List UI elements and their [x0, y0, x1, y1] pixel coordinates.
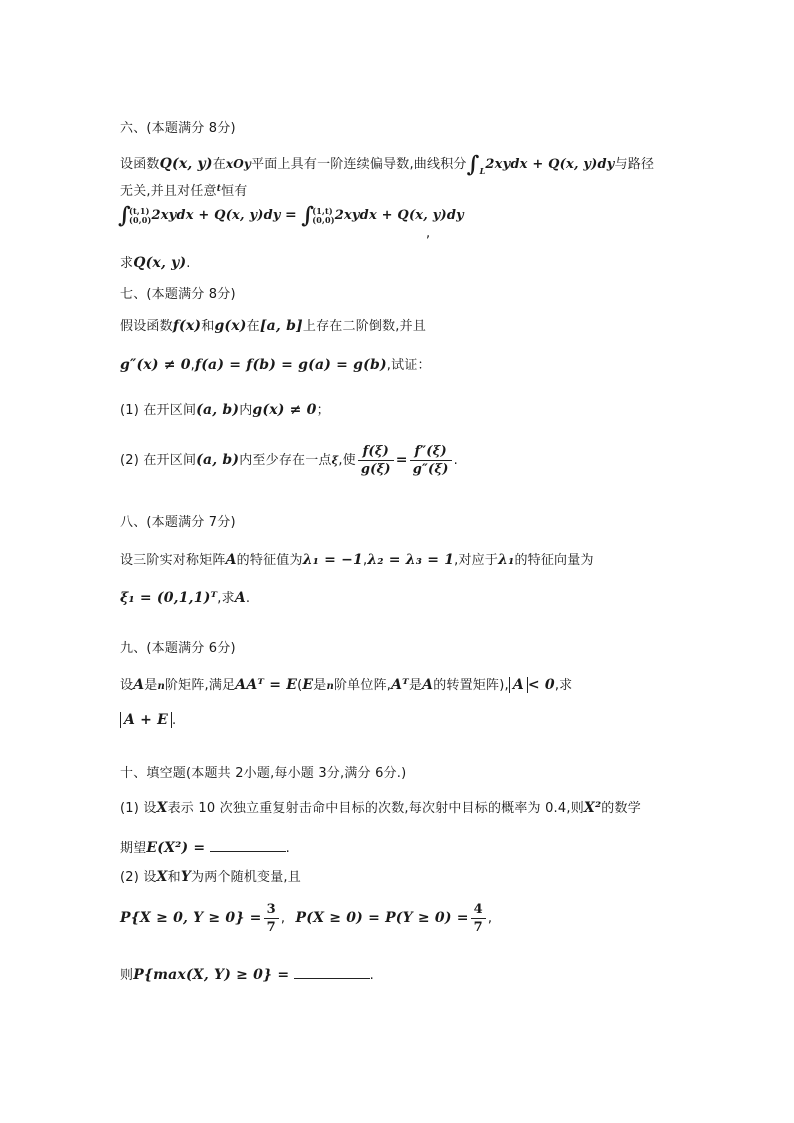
q8-text: ,求	[217, 591, 235, 606]
q9-text: 设	[120, 678, 134, 693]
q10-formula-expectation: E(X²) =	[146, 840, 206, 856]
q8-lambda1: λ₁	[498, 552, 515, 568]
q10-heading: 十、填空题(本题共 2小题,每小题 3分,满分 6分.)	[120, 766, 407, 781]
q6-text: 平面上具有一阶连续偏导数,曲线积分	[251, 157, 467, 172]
q7-denominator: g″(ξ)	[412, 462, 449, 477]
q7-text: ,	[190, 358, 196, 373]
q7-formula-interval: (a, b)	[196, 402, 240, 418]
q9-line1	[120, 677, 572, 695]
q9-text: 是	[408, 678, 423, 693]
q9-heading: 九、(本题满分 6分)	[120, 641, 236, 656]
q7-numerator: f″(ξ)	[410, 443, 452, 461]
q6-integral-sign: ∫	[301, 202, 315, 229]
q7-formula-interval: [a, b]	[259, 318, 303, 334]
q9-text: ,求	[554, 678, 573, 693]
q6-text: 与路径	[614, 157, 655, 172]
q9-text: .	[172, 713, 177, 728]
q6-integrand: 2xydx + Q(x, y)dy	[151, 208, 281, 223]
q10-text: 则	[120, 968, 134, 983]
q10-answer-blank[interactable]	[294, 966, 370, 979]
q7-text: 假设函数	[120, 319, 173, 334]
q10-formula-X2: X²	[583, 800, 602, 816]
q9-text: 阶矩阵,满足	[164, 678, 236, 693]
q6-equals: =	[284, 207, 297, 223]
q6-integrand: 2xydx + Q(x, y)dy	[334, 208, 464, 223]
q7-part2	[120, 440, 458, 481]
q10-formula-X: X	[156, 800, 168, 816]
q6-line1	[120, 151, 655, 179]
q7-text: 和	[201, 319, 215, 334]
q10-text: ,	[280, 911, 286, 926]
q7-part1	[120, 402, 330, 419]
q10-text: 为两个随机变量,且	[191, 870, 301, 885]
q9-formula-n: n	[157, 681, 165, 692]
q10-formula-Y: Y	[180, 869, 192, 885]
q6-formula-Q: Q(x, y)	[133, 255, 187, 271]
q6-formula-Q: Q(x, y)	[159, 156, 213, 172]
q10-part2-line3	[120, 966, 374, 984]
q6-text: .	[186, 256, 191, 271]
q6-integral-sub: L	[479, 166, 486, 176]
q6-equation	[118, 202, 464, 229]
q10-text: .	[369, 968, 374, 983]
q9-formula-orthogonal: AAᵀ = E	[235, 677, 298, 693]
q6-upper-limit: (t,1)	[128, 205, 150, 216]
q7-text: 上存在二阶倒数,并且	[302, 319, 427, 334]
q9-line2	[120, 712, 176, 729]
q7-line1	[120, 318, 426, 335]
q7-equals: =	[395, 452, 408, 468]
q8-eigenvalue-23: λ₂ = λ₃ = 1	[367, 552, 455, 568]
q7-condition-2: f(a) = f(b) = g(a) = g(b)	[195, 357, 387, 373]
q7-text: ；	[316, 403, 330, 418]
q6-comma: ,	[426, 226, 431, 241]
q10-text: 表示 10 次独立重复射击命中目标的次数,每次射中目标的概率为 0.4,则	[167, 801, 584, 816]
q7-text: ,试证：	[386, 358, 431, 373]
q6-integral-limits	[312, 207, 335, 225]
q9-text: (	[297, 678, 303, 693]
q10-formula-max-prob: P{max(X, Y) ≥ 0} =	[133, 967, 290, 983]
q7-formula-interval: (a, b)	[196, 452, 240, 468]
q6-lower-limit: (0,0)	[128, 214, 152, 225]
q8-text: ,对应于	[454, 553, 499, 568]
q7-text: .	[453, 453, 458, 468]
q6-integral-limits	[129, 207, 152, 225]
q6-formula-t: t	[216, 184, 222, 194]
q8-text: 的特征向量为	[514, 553, 594, 568]
q6-integral-sign: ∫	[118, 202, 131, 229]
q6-line4	[120, 255, 191, 272]
q10-text: ,	[487, 911, 493, 926]
q8-eigenvector: ξ₁ = (0,1,1)ᵀ	[120, 590, 218, 606]
q10-text: .	[285, 841, 291, 856]
q10-numerator: 3	[264, 901, 279, 919]
q7-numerator: f(ξ)	[358, 443, 394, 461]
q6-integrand: 2xydx + Q(x, y)dy	[485, 157, 615, 172]
q10-numerator: 4	[471, 901, 486, 919]
q7-text: (2) 在开区间	[120, 453, 197, 468]
q10-formula-X: X	[156, 869, 168, 885]
q8-text: ,	[363, 553, 368, 568]
q9-formula-A: A	[422, 677, 434, 693]
q10-text: 期望	[120, 841, 147, 856]
q9-text: 的转置矩阵),	[433, 678, 509, 693]
q6-text: 在	[212, 157, 226, 172]
q7-formula-f: f(x)	[172, 318, 202, 334]
q9-less-than-zero: < 0	[527, 677, 555, 693]
q9-text: 是	[313, 678, 327, 693]
q10-text: 的数学	[601, 801, 641, 816]
q10-text: (2) 设	[120, 870, 157, 885]
q7-fraction-left	[358, 443, 394, 478]
q6-text: 恒有	[221, 184, 248, 199]
q7-formula-g: g(x)	[214, 318, 247, 334]
q6-text: 求	[120, 256, 134, 271]
q10-denominator: 7	[473, 920, 483, 935]
q10-denominator: 7	[266, 920, 276, 935]
q7-text: ,使	[338, 453, 356, 468]
q10-text: 和	[167, 870, 181, 885]
q8-heading: 八、(本题满分 7分)	[120, 515, 236, 530]
q9-determinant-sum: A + E	[120, 712, 172, 728]
q10-text: (1) 设	[120, 801, 157, 816]
q9-text: 是	[144, 678, 158, 693]
q10-answer-blank[interactable]	[210, 839, 286, 852]
q6-heading: 六、(本题满分 8分)	[120, 121, 236, 136]
q10-formula-joint-prob: P{X ≥ 0, Y ≥ 0} =	[120, 910, 262, 926]
q7-text: 内至少存在一点	[239, 453, 332, 468]
q6-lower-limit: (0,0)	[312, 214, 335, 225]
q9-formula-A: A	[133, 677, 145, 693]
q6-formula-xOy: xOy	[225, 157, 252, 171]
q8-formula-A: A	[234, 590, 246, 606]
q10-part1-line2	[120, 839, 290, 857]
q9-formula-AT: Aᵀ	[391, 677, 409, 693]
q10-fraction-4-7	[471, 901, 486, 936]
q10-part1-line1	[120, 800, 641, 817]
q8-text: .	[245, 591, 251, 606]
q7-formula-g-nonzero: g(x) ≠ 0	[252, 402, 317, 418]
q10-fraction-3-7	[264, 901, 279, 936]
q7-heading: 七、(本题满分 8分)	[120, 287, 236, 302]
q9-formula-E: E	[302, 677, 314, 693]
q6-integral-sign: ∫	[466, 151, 480, 178]
q10-part2-line1	[120, 869, 301, 886]
q8-text: 设三阶实对称矩阵	[120, 553, 226, 568]
q8-eigenvalue-1: λ₁ = −1	[302, 552, 363, 568]
q10-formula-marginal-prob: P(X ≥ 0) = P(Y ≥ 0) =	[295, 910, 469, 926]
q7-text: 内	[239, 403, 253, 418]
q7-text: 在	[246, 319, 260, 334]
q10-part2-line2	[120, 898, 492, 939]
q6-text: 设函数	[120, 157, 160, 172]
q6-text: 无关,并且对任意	[120, 184, 217, 199]
q8-text: 的特征值为	[236, 553, 303, 568]
q6-upper-limit: (1,t)	[312, 205, 333, 216]
q7-line2	[120, 357, 431, 374]
q9-determinant: A	[509, 677, 528, 693]
q9-formula-n: n	[326, 681, 334, 692]
q8-formula-A: A	[225, 552, 237, 568]
q7-fraction-right	[410, 443, 452, 478]
q6-line2	[120, 181, 248, 200]
q7-text: (1) 在开区间	[120, 403, 197, 418]
q7-denominator: g(ξ)	[360, 462, 391, 477]
q8-line1	[120, 552, 594, 569]
q7-condition-1: g″(x) ≠ 0	[120, 357, 191, 373]
q8-line2	[120, 590, 250, 607]
q9-text: 阶单位阵,	[333, 678, 392, 693]
q7-formula-xi: ξ	[331, 454, 339, 467]
